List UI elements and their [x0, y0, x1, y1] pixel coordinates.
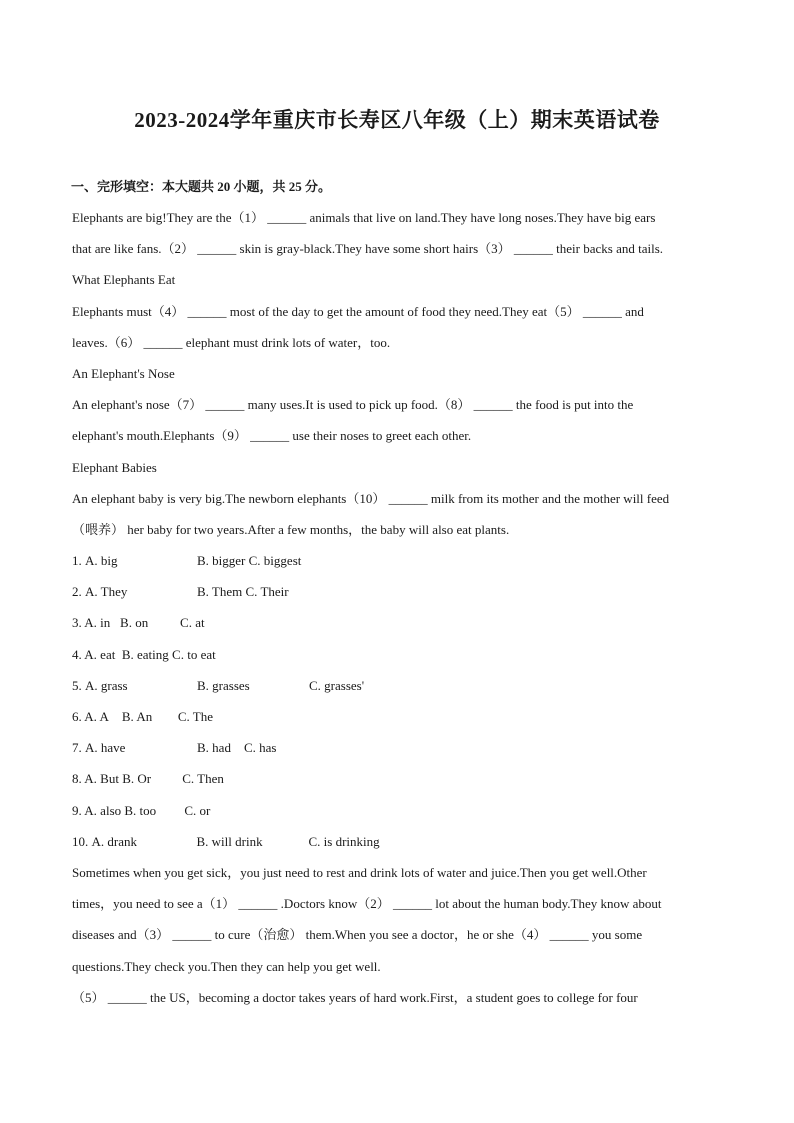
option-b: B. had: [197, 740, 231, 756]
question-row: [72, 763, 722, 794]
option-a: A. big: [85, 553, 118, 569]
page-title: 2023-2024学年重庆市长寿区八年级（上）期末英语试卷: [134, 108, 660, 132]
question-row: [72, 607, 722, 638]
option-b: B. Them: [197, 584, 243, 600]
section-heading: 一、完形填空：本大题共 20 小题，共 25 分。: [71, 179, 332, 194]
option-a: A. But: [84, 771, 119, 787]
question-row: [72, 670, 722, 701]
question-number: 6.: [72, 709, 82, 724]
passage-line: Elephants are big!They are the（1） ______ animals that live on land.They have long noses.They have big ears: [72, 210, 656, 225]
option-a: A. grass: [85, 677, 128, 693]
passage-line: times，you need to see a（1） ______ .Doctors know（2） ______ lot about the human body.They know about: [72, 896, 662, 912]
passage-line: An elephant baby is very big.The newborn elephants（10） ______ milk from its mother and the mother will feed: [72, 490, 670, 506]
passage-line: leaves.（6） ______ elephant must drink lots of water，too.: [72, 334, 391, 350]
subheading: An Elephant's Nose: [72, 365, 175, 381]
option-a: A. eat: [84, 646, 116, 662]
question-row: [72, 639, 722, 670]
passage-line: Elephants must（4） ______ most of the day to get the amount of food they need.They eat（5） ______ and: [72, 303, 644, 319]
question-row: [72, 576, 722, 607]
option-a: A. also: [84, 802, 122, 818]
option-a: A. in: [84, 615, 111, 631]
subheading: Elephant Babies: [72, 459, 157, 475]
passage-line: An elephant's nose（7） ______ many uses.It is used to pick up food.（8） ______ the food is put into the: [72, 397, 634, 413]
option-c: C. is drinking: [308, 833, 380, 849]
passage-line: diseases and（3） ______ to cure（治愈） them.When you see a doctor，he or she（4） ______ you some: [72, 927, 643, 943]
question-row: [72, 732, 722, 763]
subheading: What Elephants Eat: [72, 272, 176, 288]
option-c: C. to eat: [172, 646, 216, 662]
question-row: [72, 795, 722, 826]
option-c: C. grasses': [309, 677, 365, 693]
option-a: A. drank: [91, 833, 137, 849]
option-a: A. A: [84, 709, 109, 724]
question-number: 7.: [72, 740, 82, 756]
option-b: B. on: [120, 615, 149, 631]
option-b: B. too: [124, 802, 157, 818]
option-b: B. bigger: [197, 553, 246, 569]
option-c: C. at: [180, 615, 205, 631]
option-b: B. eating: [121, 646, 169, 662]
passage-line: Sometimes when you get sick，you just need to rest and drink lots of water and juice.Then you get well.Other: [72, 864, 647, 880]
question-number: 9.: [72, 802, 82, 818]
document-body: [72, 202, 722, 1013]
question-number: 3.: [72, 615, 82, 631]
option-a: A. They: [85, 584, 128, 600]
question-number: 2.: [72, 584, 82, 600]
question-number: 4.: [72, 646, 82, 662]
question-row: [72, 701, 722, 732]
question-number: 8.: [72, 771, 82, 787]
question-number: 5.: [72, 677, 82, 693]
passage-line: questions.They check you.Then they can help you get well.: [72, 958, 381, 974]
option-b: B. will drink: [196, 833, 263, 849]
option-b: B. An: [121, 709, 153, 724]
question-row: [72, 545, 722, 576]
option-b: B. grasses: [197, 677, 250, 693]
option-c: C. has: [243, 740, 277, 756]
passage-line: that are like fans.（2） ______ skin is gray-black.They have some short hairs（3） ______ their backs and tails.: [72, 241, 664, 257]
option-c: C. Then: [182, 771, 224, 787]
option-c: C. biggest: [248, 553, 302, 569]
option-b: B. Or: [122, 771, 152, 787]
question-number: 1.: [72, 553, 82, 569]
passage-line: （喂养） her baby for two years.After a few months，the baby will also eat plants.: [72, 521, 510, 537]
question-row: [72, 826, 722, 857]
passage-line: （5） ______ the US，becoming a doctor takes years of hard work.First，a student goes to college for four: [72, 989, 638, 1005]
option-c: C. Their: [245, 584, 289, 600]
option-c: C. The: [177, 709, 214, 724]
option-c: C. or: [184, 802, 211, 818]
option-a: A. have: [85, 740, 126, 756]
question-number: 10.: [72, 833, 89, 849]
passage-line: elephant's mouth.Elephants（9） ______ use their noses to greet each other.: [72, 428, 472, 444]
